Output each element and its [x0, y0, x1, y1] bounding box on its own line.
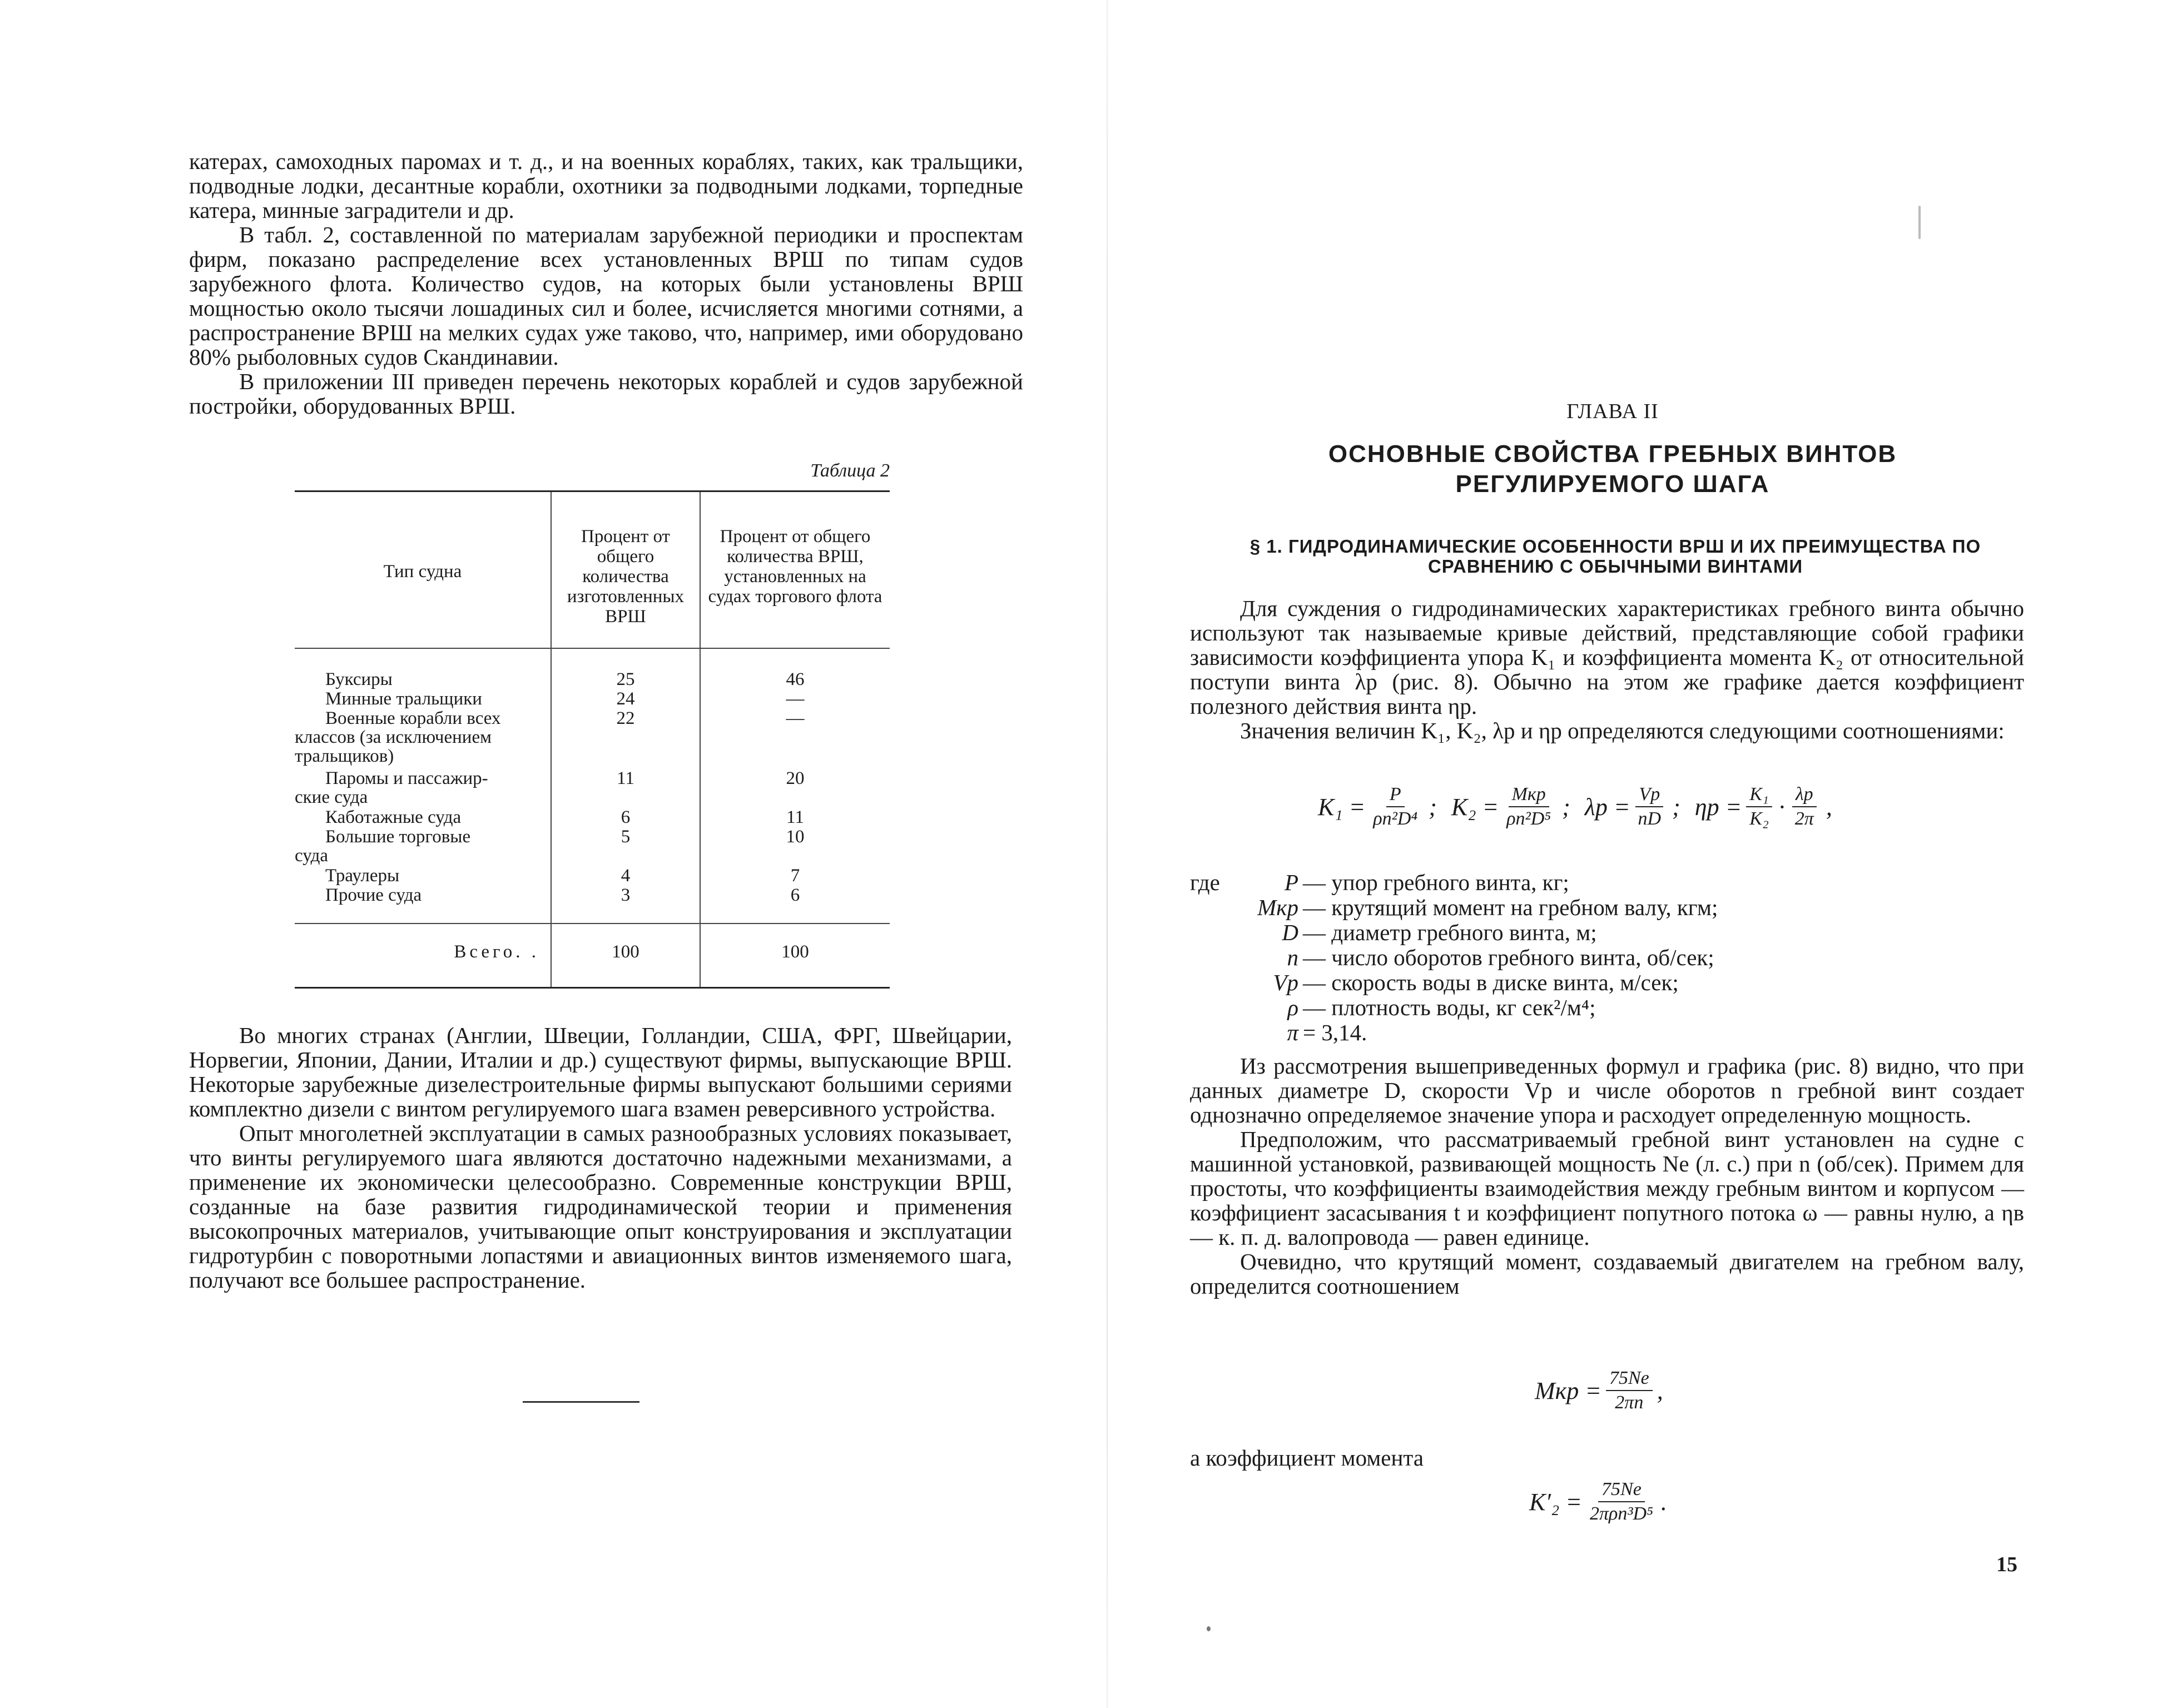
formula-separator: ; [1562, 793, 1570, 821]
ship-type-cell: Минные тральщики [325, 689, 482, 709]
total-col2: 100 [781, 942, 809, 962]
percent-merchant-cell: 10 [786, 827, 805, 847]
scan-speck [1207, 1626, 1211, 1631]
paragraph: Для суждения о гидродинамических характеристиках гребного винта обычно используют так называемые кривые действий, представляющие собой графики зависимости коэффициента упора K₁ и коэффициента момента K₂ от относительной поступи винта λр (рис. 8). Обычно на этом же графике дается коэффициент полезного действия винта ηр. [1190, 595, 2024, 719]
end-rule [523, 1401, 639, 1403]
total-label: Всего. . [454, 942, 539, 962]
ship-type-cell: Каботажные суда [325, 807, 462, 827]
percent-merchant-cell: 46 [786, 669, 805, 689]
formula-eta-fraction-2: $\frac{\lambda р}{2\pi}$ [1792, 784, 1817, 830]
moment-label: а коэффициент момента [1190, 1445, 1424, 1471]
formula-k2-fraction: $\frac{\text{Mкр}}{\text{ρn²D⁵}}$ [1506, 784, 1551, 829]
intro-right-text [1190, 596, 2024, 743]
formula-end: , [1826, 793, 1832, 821]
ship-type-cell: Большие торговые суда [295, 827, 471, 866]
torque-fraction: $\frac{75Ne}{2\pi n}$ [1606, 1368, 1653, 1413]
definition-row: Mкр — крутящий момент на гребном валу, кгм; [1257, 895, 1718, 920]
definition-row: n — число оборотов гребного винта, об/сек; [1287, 945, 1714, 970]
formula-separator: ; [1672, 793, 1680, 821]
torque-formula: Mкр = $\frac{75Ne}{2\pi n}$ , [1535, 1368, 1663, 1413]
chapter-label: ГЛАВА II [1566, 400, 1659, 423]
paragraph: В приложении III приведен перечень некоторых кораблей и судов зарубежной постройки, оборудованных ВРШ. [189, 369, 1023, 419]
definition-row: π = 3,14. [1287, 1020, 1367, 1045]
header-percent-total: Процент от общего количества изготовленных ВРШ [567, 527, 685, 627]
paragraph: Из рассмотрения вышеприведенных формул и графика (рис. 8) видно, что при данных диаметре D, скорости Vр и числе оборотов n гребной винт создает однозначно определяемое значение упора и расходует определенную мощность. [1190, 1053, 2024, 1128]
paragraph: Во многих странах (Англии, Швеции, Голландии, США, ФРГ, Швейцарии, Норвегии, Японии, Дании, Италии и др.) существуют фирмы, выпускающие ВРШ. Некоторые зарубежные дизелестроительные фирмы выпускают большими сериями комплектно дизели с винтом регулируемого шага взамен реверсивного устройства. [189, 1022, 1012, 1121]
moment-fraction: $\frac{75Ne}{\text{2πρn³D⁵}}$ [1589, 1479, 1653, 1524]
percent-total-cell: 4 [621, 866, 631, 886]
formula-k1-fraction: $\frac{P}{\text{ρn²D⁴}}$ [1373, 784, 1418, 829]
paragraph: Очевидно, что крутящий момент, создаваемый двигателем на гребном валу, определится соотношением [1190, 1249, 2024, 1299]
after-table-text [189, 1023, 1012, 1292]
definition-row: Vр — скорость воды в диске винта, м/сек; [1273, 970, 1679, 995]
ship-type-cell: Военные корабли всех классов (за исключением тральщиков) [295, 708, 501, 766]
percent-total-cell: 24 [616, 689, 635, 709]
page-number: 15 [1996, 1553, 2017, 1576]
scan-speck [1918, 206, 1921, 239]
definition-row: ρ — плотность воды, кг сек²/м⁴; [1287, 995, 1596, 1020]
paragraph: Опыт многолетней эксплуатации в самых разнообразных условиях показывает, что винты регулируемого шага являются достаточно надежными механизмами, а применение их экономически целесообразно. Современные конструкции ВРШ, созданные на базе развития гидродинамической теории и применения высокопрочных материалов, учитывающие опыт конструирования и эксплуатации гидротурбин с поворотными лопастями и авиационных винтов изменяемого шага, получают все большее распространение. [189, 1120, 1012, 1293]
header-ship-type: Тип судна [383, 562, 462, 582]
ship-type-cell: Траулеры [325, 866, 400, 886]
percent-total-cell: 11 [617, 768, 634, 788]
percent-total-cell: 25 [616, 669, 635, 689]
section-title: § 1. ГИДРОДИНАМИЧЕСКИЕ ОСОБЕННОСТИ ВРШ И ИХ ПРЕИМУЩЕСТВА ПО СРАВНЕНИЮ С ОБЫЧНЫМИ ВИНТАМИ [1249, 536, 1981, 577]
percent-total-cell: 5 [621, 827, 631, 847]
percent-merchant-cell: 6 [790, 885, 800, 905]
header-rule [295, 648, 890, 649]
formula-lambda-fraction: $\frac{Vр}{nD}$ [1635, 784, 1665, 830]
percent-merchant-cell: — [786, 708, 805, 728]
percent-merchant-cell: 7 [790, 866, 800, 886]
definition-row: P — упор гребного винта, кг; [1284, 870, 1569, 895]
formula-eta-lhs: ηр = [1694, 793, 1742, 821]
total-col1: 100 [612, 942, 639, 962]
coefficient-formulas: K₁ = $\frac{P}{\text{ρn²D⁴}}$ ; K₂ = $\frac{\text{Mкр}}{\text{ρn²D⁵}}$ ; λр = $\frac{Vр}{nD}$ ; ηр = $\frac{\text{K₁}}{\text{K₂}}$ · $\frac{\lambda р}{2\pi}$ , [1318, 784, 1832, 829]
moment-coefficient-formula: K′₂ = $\frac{75Ne}{\text{2πρn³D⁵}}$ . [1529, 1479, 1667, 1524]
paragraph: В табл. 2, составленной по материалам зарубежной периодики и проспектам фирм, показано распределение всех установленных ВРШ по типам судов зарубежного флота. Количество судов, на которых были установлены ВРШ мощностью около тысячи лошадиных сил и более, исчисляется многими сотнями, а распространение ВРШ на мелких судах уже таково, что, например, ими оборудовано 80% рыболовных судов Скандинавии. [189, 222, 1023, 370]
formula-lambda-lhs: λр = [1584, 793, 1630, 821]
percent-merchant-cell: 20 [786, 768, 805, 788]
chapter-title: ОСНОВНЫЕ СВОЙСТВА ГРЕБНЫХ ВИНТОВ РЕГУЛИРУЕМОГО ШАГА [1328, 440, 1897, 498]
formula-k1-lhs: K₁ = [1318, 793, 1366, 821]
ship-type-cell: Паромы и пассажир- ские суда [295, 768, 488, 807]
table-caption: Таблица 2 [810, 460, 890, 481]
column-separator [700, 492, 701, 987]
paragraph: Предположим, что рассматриваемый гребной винт установлен на судне с машинной установкой, развивающей мощность Ne (л. с.) при n (об/сек). Примем для простоты, что коэффициенты взаимодействия между гребным винтом и корпусом — коэффициент засасывания t и коэффициент попутного потока ω — равны нулю, а ηв — к. п. д. валопровода — равен единице. [1190, 1126, 2024, 1250]
paragraph: Значения величин K₁, K₂, λр и ηр определяются следующими соотношениями: [1240, 718, 2005, 743]
percent-total-cell: 6 [621, 807, 631, 827]
symbol-definitions [1207, 870, 1718, 1045]
ship-types-table [295, 490, 890, 989]
percent-merchant-cell: — [786, 689, 805, 709]
percent-total-cell: 22 [616, 708, 635, 728]
definition-row: D — диаметр гребного винта, м; [1282, 920, 1597, 945]
mid-right-text [1190, 1054, 2024, 1298]
column-separator [551, 492, 552, 987]
formula-separator: ; [1429, 793, 1437, 821]
where-label: где [1190, 870, 1220, 895]
ship-type-cell: Прочие суда [325, 885, 422, 905]
ship-type-cell: Буксиры [325, 669, 393, 689]
left-page [0, 0, 1083, 1708]
total-rule [295, 923, 890, 924]
percent-total-cell: 3 [621, 885, 631, 905]
percent-merchant-cell: 11 [786, 807, 804, 827]
formula-eta-fraction-1: $\frac{\text{K₁}}{\text{K₂}}$ [1746, 784, 1772, 830]
intro-text [189, 149, 1023, 418]
header-percent-merchant: Процент от общего количества ВРШ, установленных на судах торгового флота [708, 527, 882, 607]
paragraph: катерах, самоходных паромах и т. д., и на военных кораблях, таких, как тральщики, подводные лодки, десантные корабли, охотники за подводными лодками, торпедные катера, минные заградители и др. [189, 148, 1023, 223]
formula-k2-lhs: K₂ = [1451, 793, 1499, 821]
